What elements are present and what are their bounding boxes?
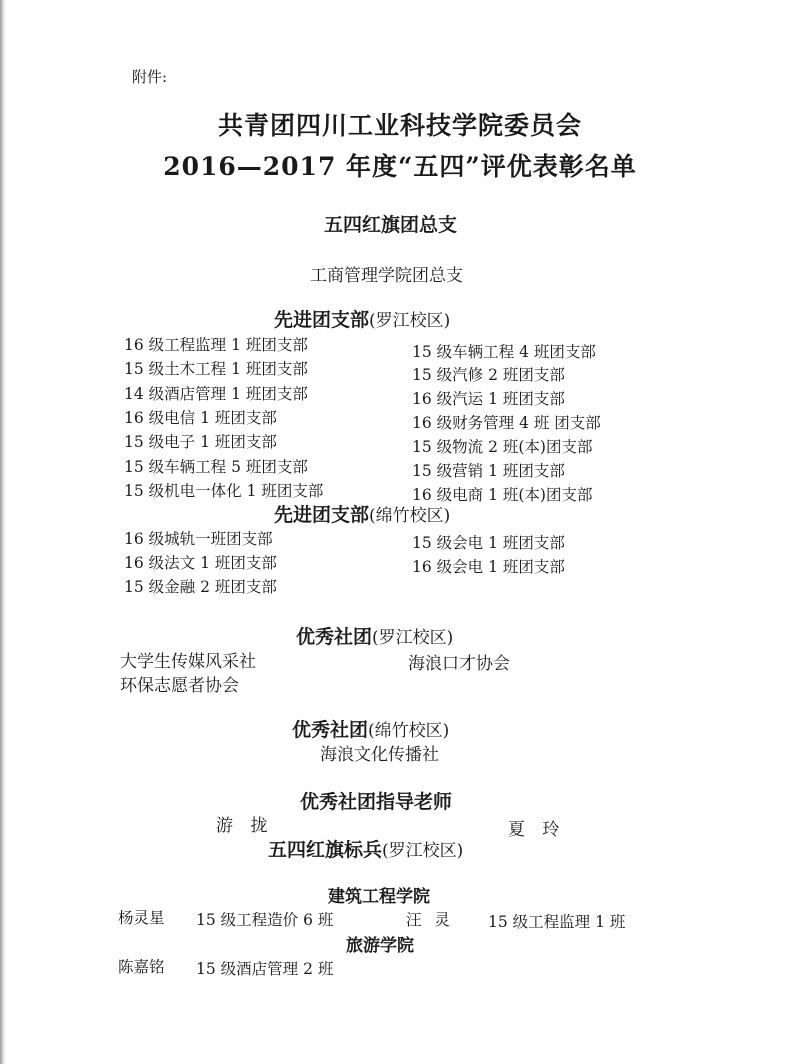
student-class: 15 级酒店管理 2 班	[196, 960, 334, 978]
advanced-branch-luojiang-campus: (罗江校区)	[369, 311, 451, 331]
list-item: 16 级会电 1 班团支部	[412, 558, 565, 576]
list-item: 15 级物流 2 班(本)团支部	[412, 438, 593, 456]
college-name: 旅游学院	[346, 936, 414, 956]
list-item: 15 级车辆工程 4 班团支部	[412, 343, 596, 361]
list-item: 16 级法文 1 班团支部	[124, 554, 277, 572]
list-item: 海浪文化传播社	[320, 745, 439, 765]
advisor-name: 夏 玲	[508, 820, 566, 840]
advisor-name: 游 拢	[216, 816, 274, 836]
advanced-branch-luojiang-title: 先进团支部	[274, 309, 370, 331]
red-flag-soldier-heading	[268, 835, 463, 862]
list-item: 15 级电子 1 班团支部	[124, 433, 277, 451]
list-item: 15 级营销 1 班团支部	[412, 462, 565, 480]
excellent-club-luojiang-campus: (罗江校区)	[372, 628, 454, 648]
red-flag-general-branch-heading: 五四红旗团总支	[324, 214, 458, 236]
list-item: 16 级汽运 1 班团支部	[412, 390, 565, 408]
student-class: 15 级工程监理 1 班	[488, 913, 626, 931]
student-name: 陈嘉铭	[118, 958, 165, 976]
list-item: 16 级工程监理 1 班团支部	[124, 336, 308, 354]
advanced-branch-mianzhu-title: 先进团支部	[274, 504, 370, 526]
red-flag-general-branch-item: 工商管理学院团总支	[310, 266, 463, 286]
list-item: 15 级会电 1 班团支部	[412, 534, 565, 552]
list-item: 16 级电信 1 班团支部	[124, 409, 277, 427]
excellent-club-luojiang-heading	[296, 622, 453, 649]
list-item: 16 级城轨一班团支部	[124, 530, 273, 548]
list-item: 15 级汽修 2 班团支部	[412, 366, 565, 384]
student-name: 杨灵星	[118, 909, 165, 927]
advanced-branch-mianzhu-campus: (绵竹校区)	[369, 506, 451, 526]
excellent-club-luojiang-title: 优秀社团	[296, 626, 373, 648]
attachment-label: 附件:	[132, 68, 168, 86]
excellent-club-mianzhu-title: 优秀社团	[292, 719, 369, 741]
college-name: 建筑工程学院	[328, 887, 430, 907]
excellent-club-mianzhu-heading	[292, 715, 449, 742]
student-class: 15 级工程造价 6 班	[196, 911, 334, 929]
title-line2: 2016—2017 年度“五四”评优表彰名单	[163, 152, 637, 181]
list-item: 16 级财务管理 4 班 团支部	[412, 414, 601, 432]
list-item: 大学生传媒风采社	[120, 652, 256, 672]
list-item: 15 级车辆工程 5 班团支部	[124, 458, 308, 476]
red-flag-soldier-campus: (罗江校区)	[382, 841, 464, 861]
title-line1: 共青团四川工业科技学院委员会	[217, 111, 582, 140]
list-item: 15 级机电一体化 1 班团支部	[124, 482, 324, 500]
list-item: 16 级电商 1 班(本)团支部	[412, 486, 593, 504]
excellent-club-mianzhu-campus: (绵竹校区)	[368, 721, 450, 741]
student-name: 汪 灵	[406, 911, 454, 929]
list-item: 15 级土木工程 1 班团支部	[124, 360, 308, 378]
list-item: 环保志愿者协会	[120, 676, 239, 696]
list-item: 海浪口才协会	[408, 654, 510, 674]
club-advisor-heading: 优秀社团指导老师	[300, 791, 453, 813]
red-flag-soldier-title: 五四红旗标兵	[268, 839, 383, 861]
advanced-branch-mianzhu-heading	[274, 500, 450, 527]
list-item: 14 级酒店管理 1 班团支部	[124, 385, 308, 403]
list-item: 15 级金融 2 班团支部	[124, 578, 277, 596]
advanced-branch-luojiang-heading	[274, 305, 450, 332]
